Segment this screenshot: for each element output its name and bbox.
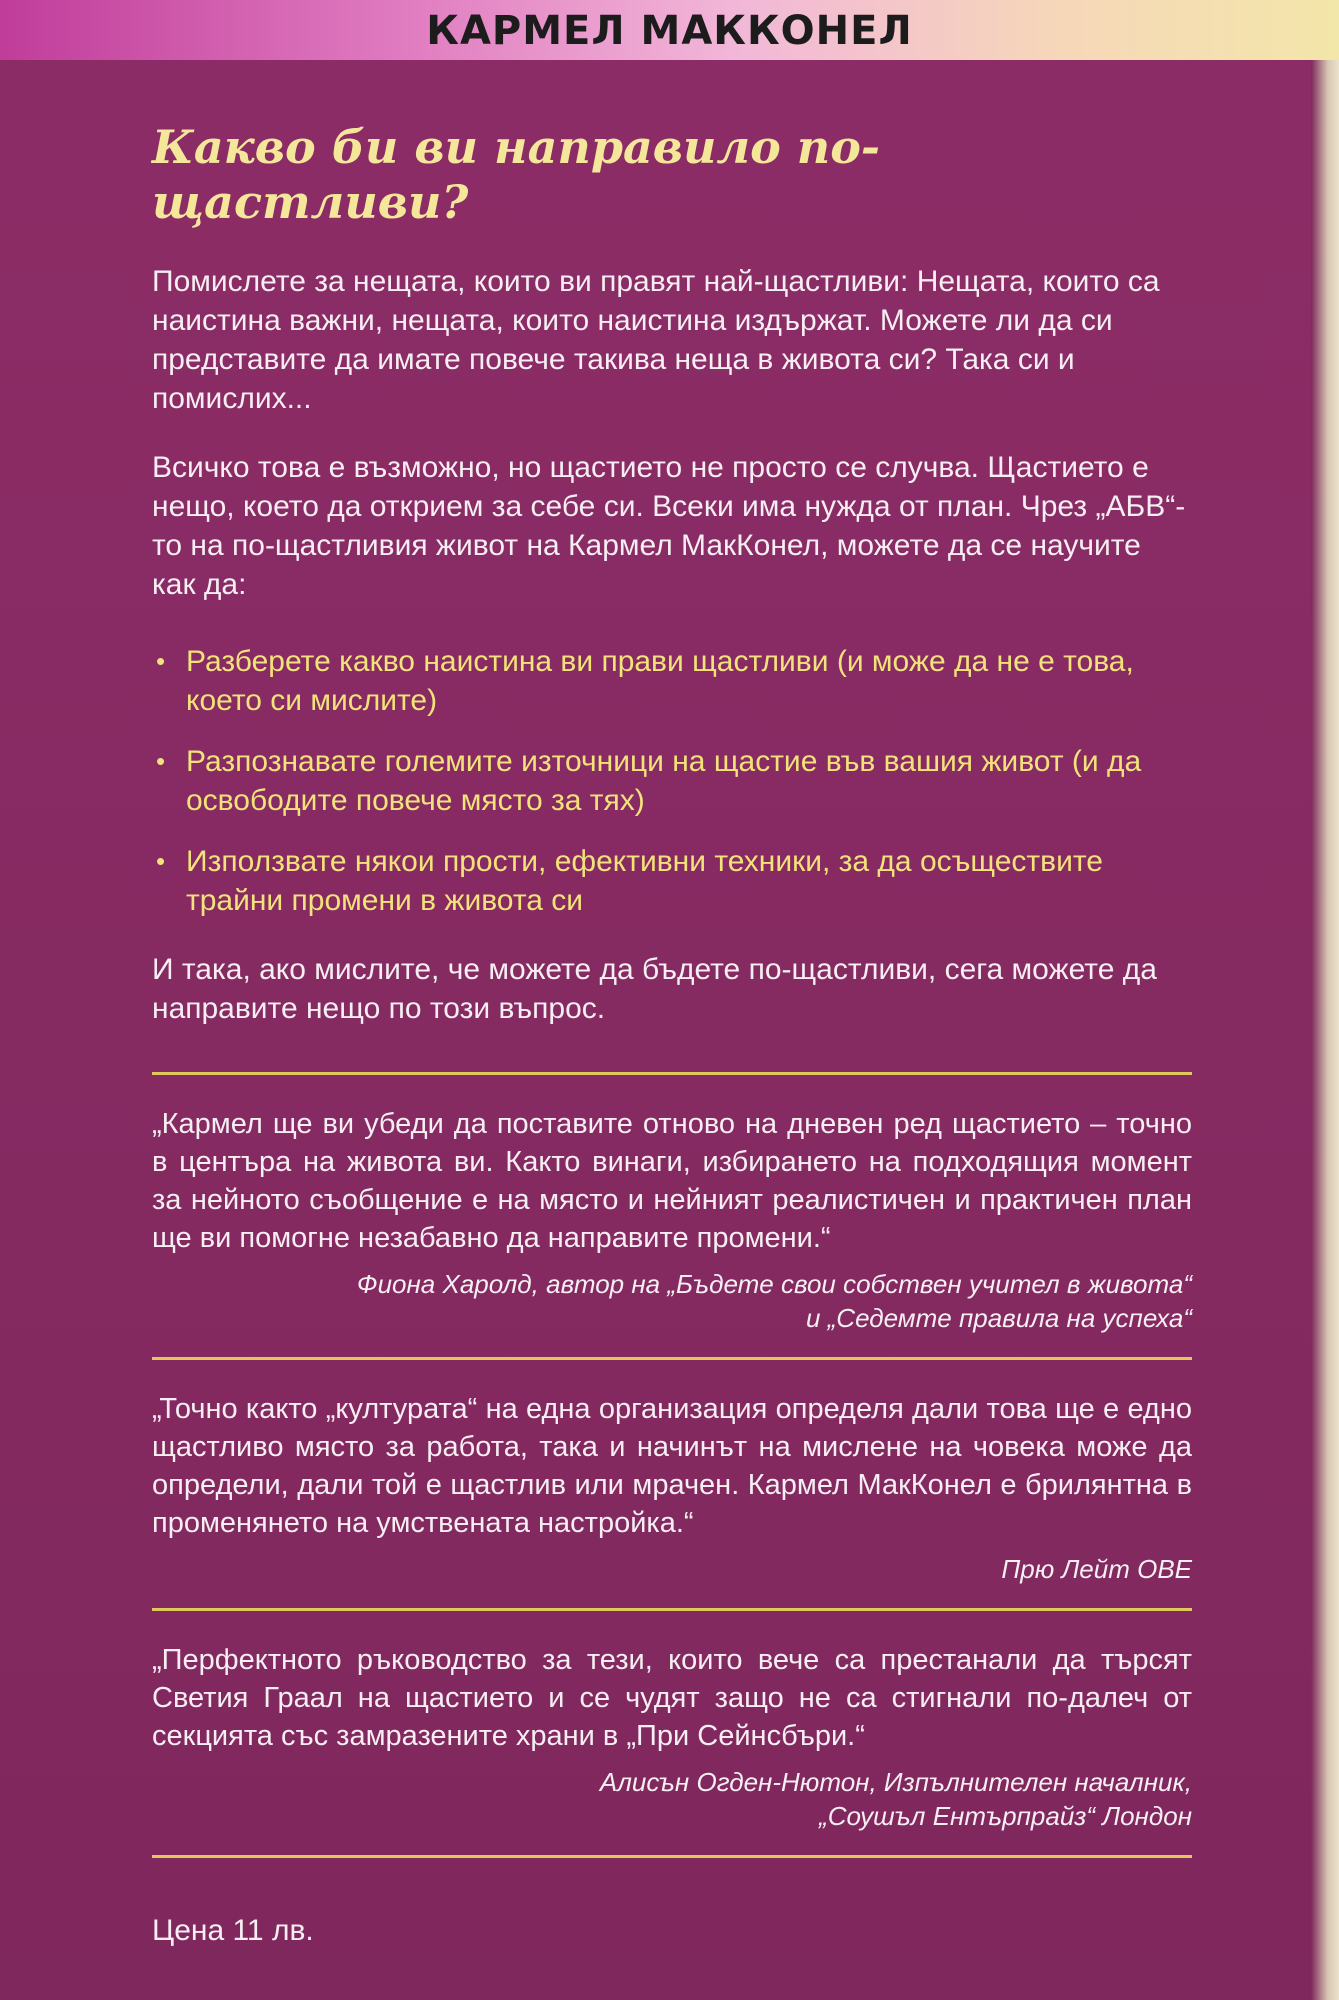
benefits-list xyxy=(152,642,1192,920)
intro-paragraph-2: Всичко това е възможно, но щастието не просто се случва. Щастието е нещо, което да открием за себе си. Всеки има нужда от план. Чрез „АБВ“-то на по-щастливия живот на Кармел МакКонел, можете да се научите как да: xyxy=(152,451,1186,602)
review-attribution-1 xyxy=(152,1267,1192,1335)
headline: Какво би ви направило по-щастливи? xyxy=(152,120,881,230)
review-quote-3: „Перфектното ръководство за тези, които вече са престанали да търсят Светия Граал на щастието и се чудят защо не са стигнали по-далеч от секцията със замразените храни в „При Сейнсбъри.“ xyxy=(152,1644,1192,1753)
page-edge xyxy=(1311,60,1339,2000)
author-name: КАРМЕЛ МАККОНЕЛ xyxy=(426,8,913,54)
divider xyxy=(152,1357,1192,1360)
attribution-line: и „Седемте правила на успеха“ xyxy=(805,1303,1192,1334)
bullet-text: Разберете какво наистина ви прави щастливи (и може да не е това, което си мислите) xyxy=(186,645,1134,718)
bullet-icon: • xyxy=(156,846,166,877)
review-attribution-2 xyxy=(152,1552,1192,1586)
attribution-line: Фиона Харолд, автор на „Бъдете свои собствен учител в живота“ xyxy=(356,1269,1192,1300)
bullet-icon: • xyxy=(156,646,166,677)
price-label: Цена 11 лв. xyxy=(152,1914,314,1948)
attribution-line: „Соушъл Ентърпрайз“ Лондон xyxy=(819,1801,1192,1832)
closing-paragraph: И така, ако мислите, че можете да бъдете по-щастливи, сега можете да направите нещо по този въпрос. xyxy=(152,953,1157,1026)
review-quote-2: „Точно както „културата“ на една организация определя дали това ще е едно щастливо място за работа, така и начинът на мислене на човека може да определи, дали той е щастлив или мрачен. Кармел МакКонел е брилянтна в променянето на умствената настройка.“ xyxy=(152,1393,1192,1540)
list-item xyxy=(152,842,1192,920)
bullet-text: Разпознавате големите източници на щастие във вашия живот (и да освободите повече място за тях) xyxy=(186,745,1142,818)
divider xyxy=(152,1855,1192,1858)
attribution-line: Алисън Огден-Нютон, Изпълнителен началник, xyxy=(599,1767,1192,1798)
bullet-text: Използвате някои прости, ефективни техники, за да осъществите трайни промени в живота си xyxy=(186,845,1103,918)
review-attribution-3 xyxy=(152,1765,1192,1833)
list-item xyxy=(152,742,1192,820)
attribution-line: Прю Лейт ОВЕ xyxy=(1001,1554,1192,1585)
cover-content xyxy=(152,60,1192,1948)
bullet-icon: • xyxy=(156,746,166,777)
review-quote-1: „Кармел ще ви убеди да поставите отново на дневен ред щастието – точно в центъра на живота ви. Както винаги, избирането на подходящия момент за нейното съобщение е на място и нейният реалистичен и практичен план ще ви помогне незабавно да направите промени.“ xyxy=(152,1108,1192,1255)
divider xyxy=(152,1608,1192,1611)
intro-paragraph-1: Помислете за нещата, които ви правят най-щастливи: Нещата, които са наистина важни, нещата, които наистина издържат. Можете ли да си представите да имате повече такива неща в живота си? Така си и помислих... xyxy=(152,265,1160,416)
divider xyxy=(152,1072,1192,1075)
list-item xyxy=(152,642,1192,720)
